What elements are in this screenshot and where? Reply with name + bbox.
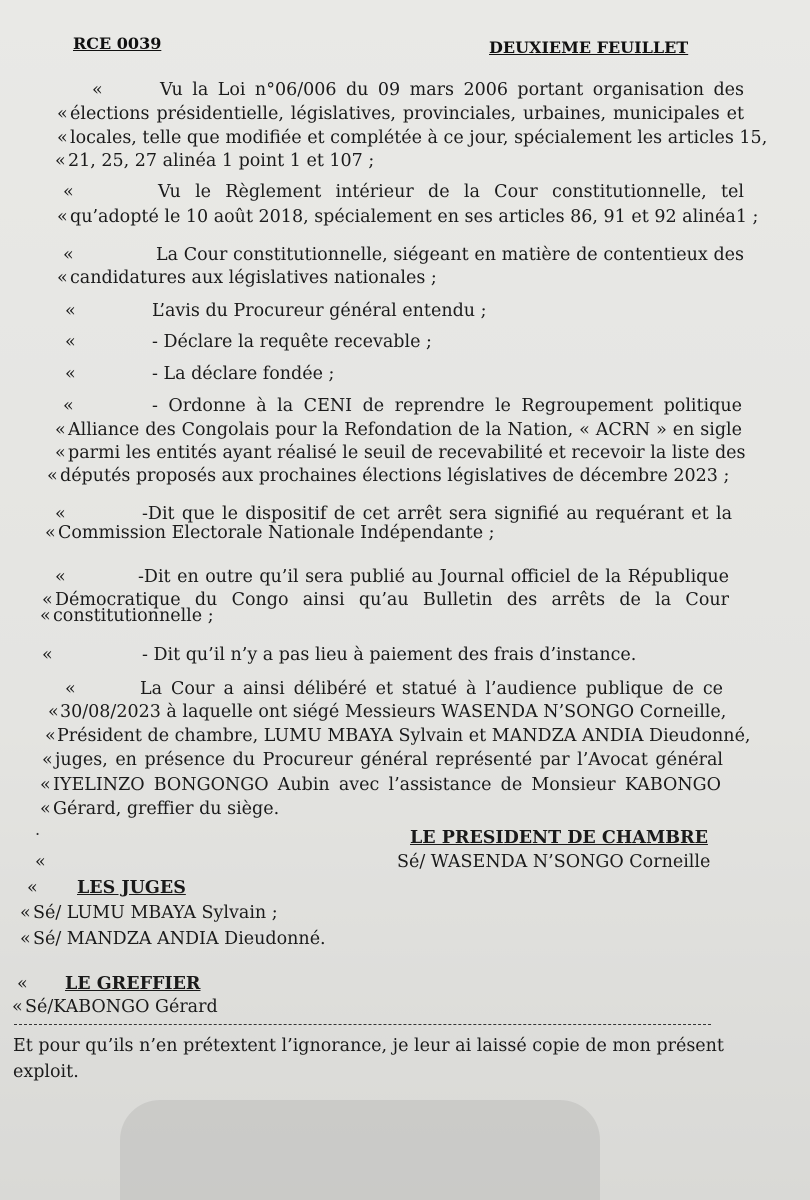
signature-line: « Sé/ MANDZA ANDIA Dieudonné. — [20, 929, 326, 949]
paragraph-line: « candidatures aux législatives nationales ; — [57, 268, 437, 288]
paragraph-line: « qu’adopté le 10 août 2018, spécialement en ses articles 86, 91 et 92 alinéa1 ; — [57, 207, 759, 227]
paragraph-line: « députés proposés aux prochaines élections législatives de décembre 2023 ; — [47, 466, 730, 486]
dot-mark: . — [35, 820, 41, 839]
paragraph-line: « Gérard, greffier du siège. — [40, 799, 280, 819]
president-signature: Sé/ WASENDA N’SONGO Corneille — [397, 852, 711, 872]
paragraph-line: « Vu la Loi n°06/006 du 09 mars 2006 portant organisation des — [92, 80, 744, 100]
paragraph-line: « -Dit en outre qu’il sera publié au Journal officiel de la République — [55, 567, 729, 587]
paragraph-line: « La Cour a ainsi délibéré et statué à l’audience publique de ce — [65, 679, 723, 699]
paragraph-line: « locales, telle que modifiée et complétée à ce jour, spécialement les articles 15, — [57, 128, 768, 148]
paragraph-line: « - Dit qu’il n’y a pas lieu à paiement des frais d’instance. — [42, 645, 637, 665]
paragraph-line: « 30/08/2023 à laquelle ont siégé Messieurs WASENDA N’SONGO Corneille, — [48, 702, 727, 722]
paragraph-line: « 21, 25, 27 alinéa 1 point 1 et 107 ; — [55, 151, 375, 171]
paragraph-line: « Alliance des Congolais pour la Refondation de la Nation, « ACRN » en sigle — [55, 420, 742, 440]
signature-line: « Sé/ LUMU MBAYA Sylvain ; — [20, 903, 278, 923]
footer-line: Et pour qu’ils n’en prétextent l’ignorance, je leur ai laissé copie de mon présent — [13, 1036, 724, 1056]
paragraph-line: « constitutionnelle ; — [40, 606, 214, 626]
dashed-separator — [14, 1024, 711, 1025]
signature-line — [0, 826, 810, 850]
paragraph-line: « La Cour constitutionnelle, siégeant en matière de contentieux des — [63, 245, 744, 265]
paragraph-line: « juges, en présence du Procureur général représenté par l’Avocat général — [42, 750, 723, 770]
paragraph-line: « -Dit que le dispositif de cet arrêt sera signifié au requérant et la — [55, 504, 732, 524]
paragraph-line: « - La déclare fondée ; — [65, 364, 335, 384]
signature-line: « Sé/ WASENDA N’SONGO Corneille — [35, 852, 711, 872]
paragraph-line: « - Ordonne à la CENI de reprendre le Regroupement politique — [63, 396, 742, 416]
footer-line: exploit. — [13, 1062, 79, 1082]
paragraph-line: « Vu le Règlement intérieur de la Cour constitutionnelle, tel — [63, 182, 744, 202]
paragraph-line: « Démocratique du Congo ainsi qu’au Bulletin des arrêts de la Cour — [42, 590, 729, 610]
document-reference: RCE 0039 — [73, 34, 162, 53]
president-title: LE PRESIDENT DE CHAMBRE — [410, 828, 708, 848]
paragraph-line: « - Déclare la requête recevable ; — [65, 332, 432, 352]
signature-line: « LE GREFFIER — [17, 974, 201, 994]
paragraph-line: « élections présidentielle, législatives, provinciales, urbaines, municipales et — [57, 104, 744, 124]
judges-title: LES JUGES — [77, 878, 186, 898]
paragraph-line: « Président de chambre, LUMU MBAYA Sylvain et MANDZA ANDIA Dieudonné, — [45, 726, 751, 746]
judge-signature: Sé/ MANDZA ANDIA Dieudonné. — [33, 929, 326, 949]
paragraph-line: « Commission Electorale Nationale Indépendante ; — [45, 523, 495, 543]
judge-signature: Sé/ LUMU MBAYA Sylvain ; — [33, 903, 278, 923]
signature-line: « LES JUGES — [27, 878, 186, 898]
shadow-area — [120, 1100, 600, 1200]
signature-line: « Sé/KABONGO Gérard — [12, 997, 218, 1017]
clerk-signature: Sé/KABONGO Gérard — [25, 997, 218, 1017]
paragraph-line: « IYELINZO BONGONGO Aubin avec l’assistance de Monsieur KABONGO — [40, 775, 721, 795]
clerk-title: LE GREFFIER — [65, 974, 201, 994]
paragraph-line: « parmi les entités ayant réalisé le seuil de recevabilité et recevoir la liste des — [55, 443, 746, 463]
paragraph-line: « L’avis du Procureur général entendu ; — [65, 301, 487, 321]
sheet-number: DEUXIEME FEUILLET — [489, 38, 689, 57]
